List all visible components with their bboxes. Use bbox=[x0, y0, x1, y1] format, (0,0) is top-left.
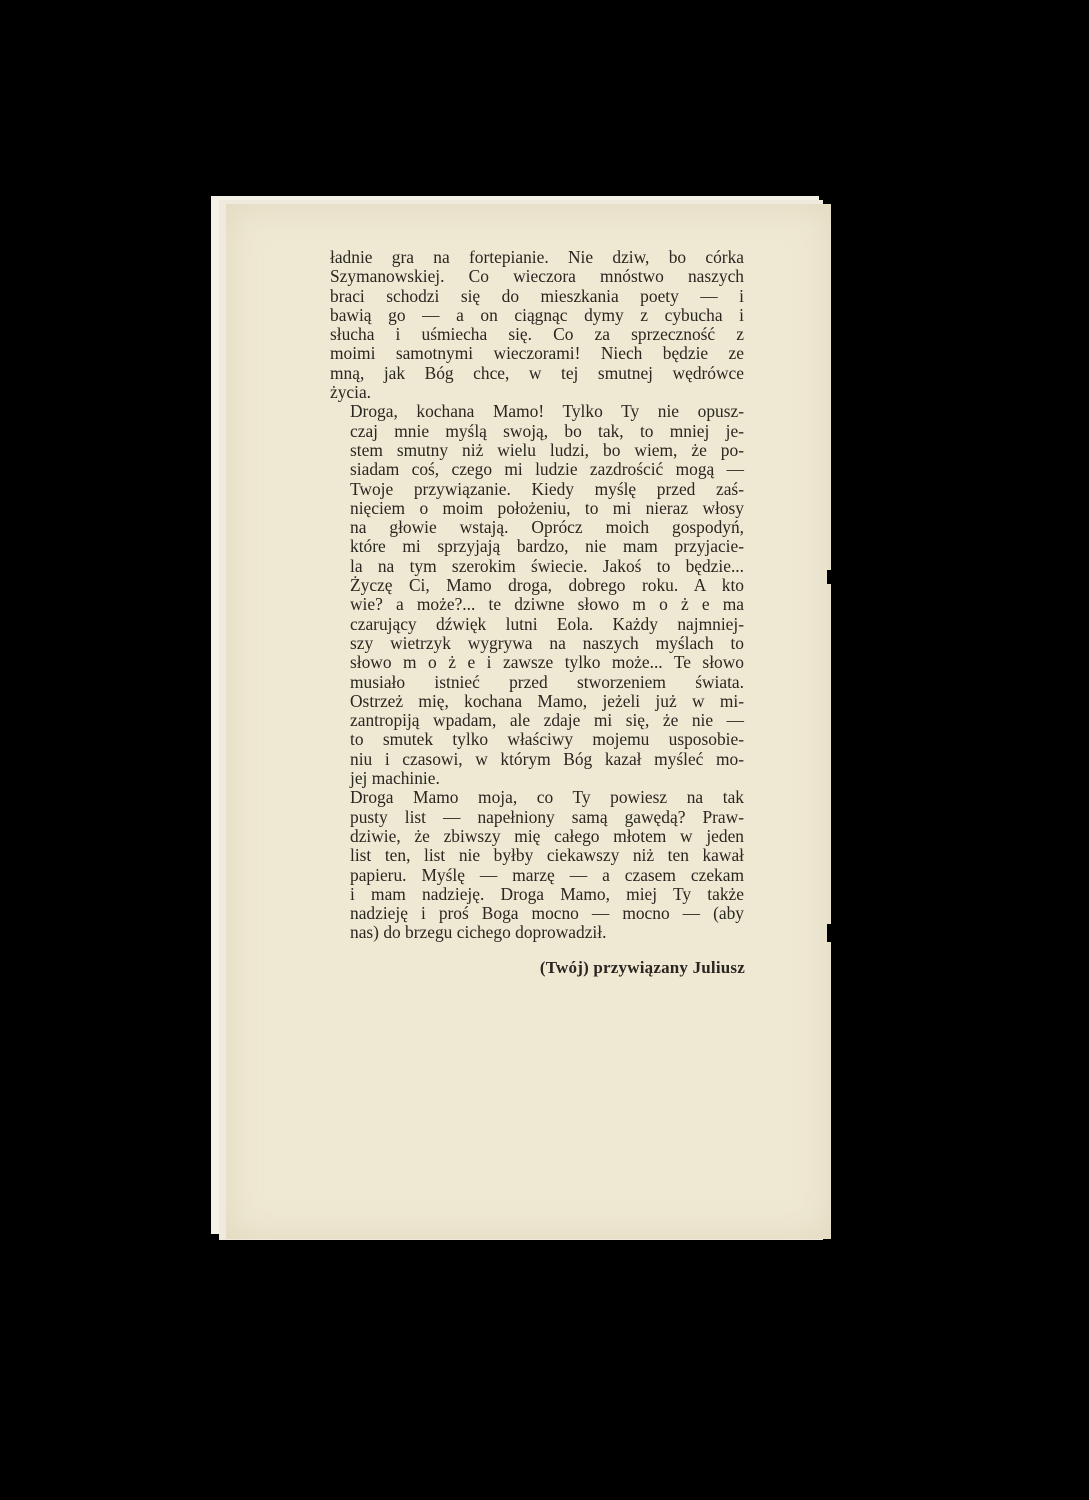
text-line: papieru. Myślę — marzę — a czasem czekam bbox=[350, 864, 744, 885]
text-line: braci schodzi się do mieszkania poety — i bbox=[330, 285, 744, 306]
text-line: pusty list — napełniony samą gawędą? Praw- bbox=[350, 806, 744, 827]
page-edge-nick bbox=[827, 924, 833, 942]
text-line: Droga Mamo moja, co Ty powiesz na tak bbox=[350, 787, 744, 808]
paragraph bbox=[330, 788, 744, 942]
text-line: nięciem o moim położeniu, to mi nieraz włosy bbox=[350, 497, 744, 518]
text-line: słucha i uśmiecha się. Co za sprzeczność z bbox=[330, 324, 744, 345]
paragraph bbox=[330, 402, 744, 788]
text-line: na głowie wstają. Oprócz moich gospodyń, bbox=[350, 517, 744, 538]
letter-body bbox=[330, 248, 744, 943]
text-line: moimi samotnymi wieczorami! Niech będzie ze bbox=[330, 343, 744, 364]
text-line: Droga, kochana Mamo! Tylko Ty nie opusz- bbox=[350, 401, 744, 422]
text-line: wie? a może?... te dziwne słowo m o ż e ma bbox=[350, 594, 744, 615]
text-line: zantropiją wpadam, ale zdaje mi się, że nie — bbox=[350, 710, 744, 731]
text-line: ładnie gra na fortepianie. Nie dziw, bo córka bbox=[330, 247, 744, 267]
text-line: dziwie, że zbiwszy mię całego młotem w jeden bbox=[350, 825, 744, 846]
text-line: stem smutny niż wielu ludzi, bo wiem, że po- bbox=[350, 439, 744, 460]
text-line: nas) do brzegu cichego doprowadził. bbox=[350, 922, 607, 943]
letter-page bbox=[226, 204, 831, 1239]
text-line: i mam nadzieję. Droga Mamo, miej Ty także bbox=[350, 883, 744, 904]
text-line: Ostrzeż mię, kochana Mamo, jeżeli już w mi- bbox=[350, 690, 744, 711]
text-line: list ten, list nie byłby ciekawszy niż ten kawał bbox=[350, 845, 744, 866]
text-line: słowo m o ż e i zawsze tylko może... Te słowo bbox=[350, 652, 744, 673]
text-line: Życzę Ci, Mamo droga, dobrego roku. A kto bbox=[350, 575, 744, 596]
text-line: siadam coś, czego mi ludzie zazdrościć mogą — bbox=[350, 459, 744, 480]
text-line: nadzieję i proś Boga mocno — mocno — (aby bbox=[350, 903, 744, 924]
text-line: niu i czasowi, w którym Bóg kazał myśleć mo- bbox=[350, 748, 744, 769]
text-line: bawią go — a on ciągnąc dymy z cybucha i bbox=[330, 304, 744, 325]
text-line: Twoje przywiązanie. Kiedy myślę przed zaś- bbox=[350, 478, 744, 499]
text-line: jej machinie. bbox=[350, 768, 440, 789]
page-edge-nick bbox=[827, 570, 833, 584]
text-line: musiało istnieć przed stworzeniem świata. bbox=[350, 671, 744, 692]
text-line: czarujący dźwięk lutni Eola. Każdy najmniej- bbox=[350, 613, 744, 634]
text-line: mną, jak Bóg chce, w tej smutnej wędrówce bbox=[330, 362, 744, 383]
text-line: la na tym szerokim świecie. Jakoś to będzie... bbox=[350, 555, 744, 576]
signature: (Twój) przywiązany Juliusz bbox=[539, 958, 745, 977]
text-line: życia. bbox=[330, 382, 372, 403]
text-line: to smutek tylko właściwy mojemu usposobie- bbox=[350, 729, 744, 750]
text-line: Szymanowskiej. Co wieczora mnóstwo naszych bbox=[330, 266, 744, 287]
paragraph bbox=[330, 248, 744, 402]
text-line: które mi sprzyjają bardzo, nie mam przyjacie- bbox=[350, 536, 744, 557]
text-line: czaj mnie myślą swoją, bo tak, to mniej je- bbox=[350, 420, 744, 441]
text-line: szy wietrzyk wygrywa na naszych myślach to bbox=[350, 632, 744, 653]
